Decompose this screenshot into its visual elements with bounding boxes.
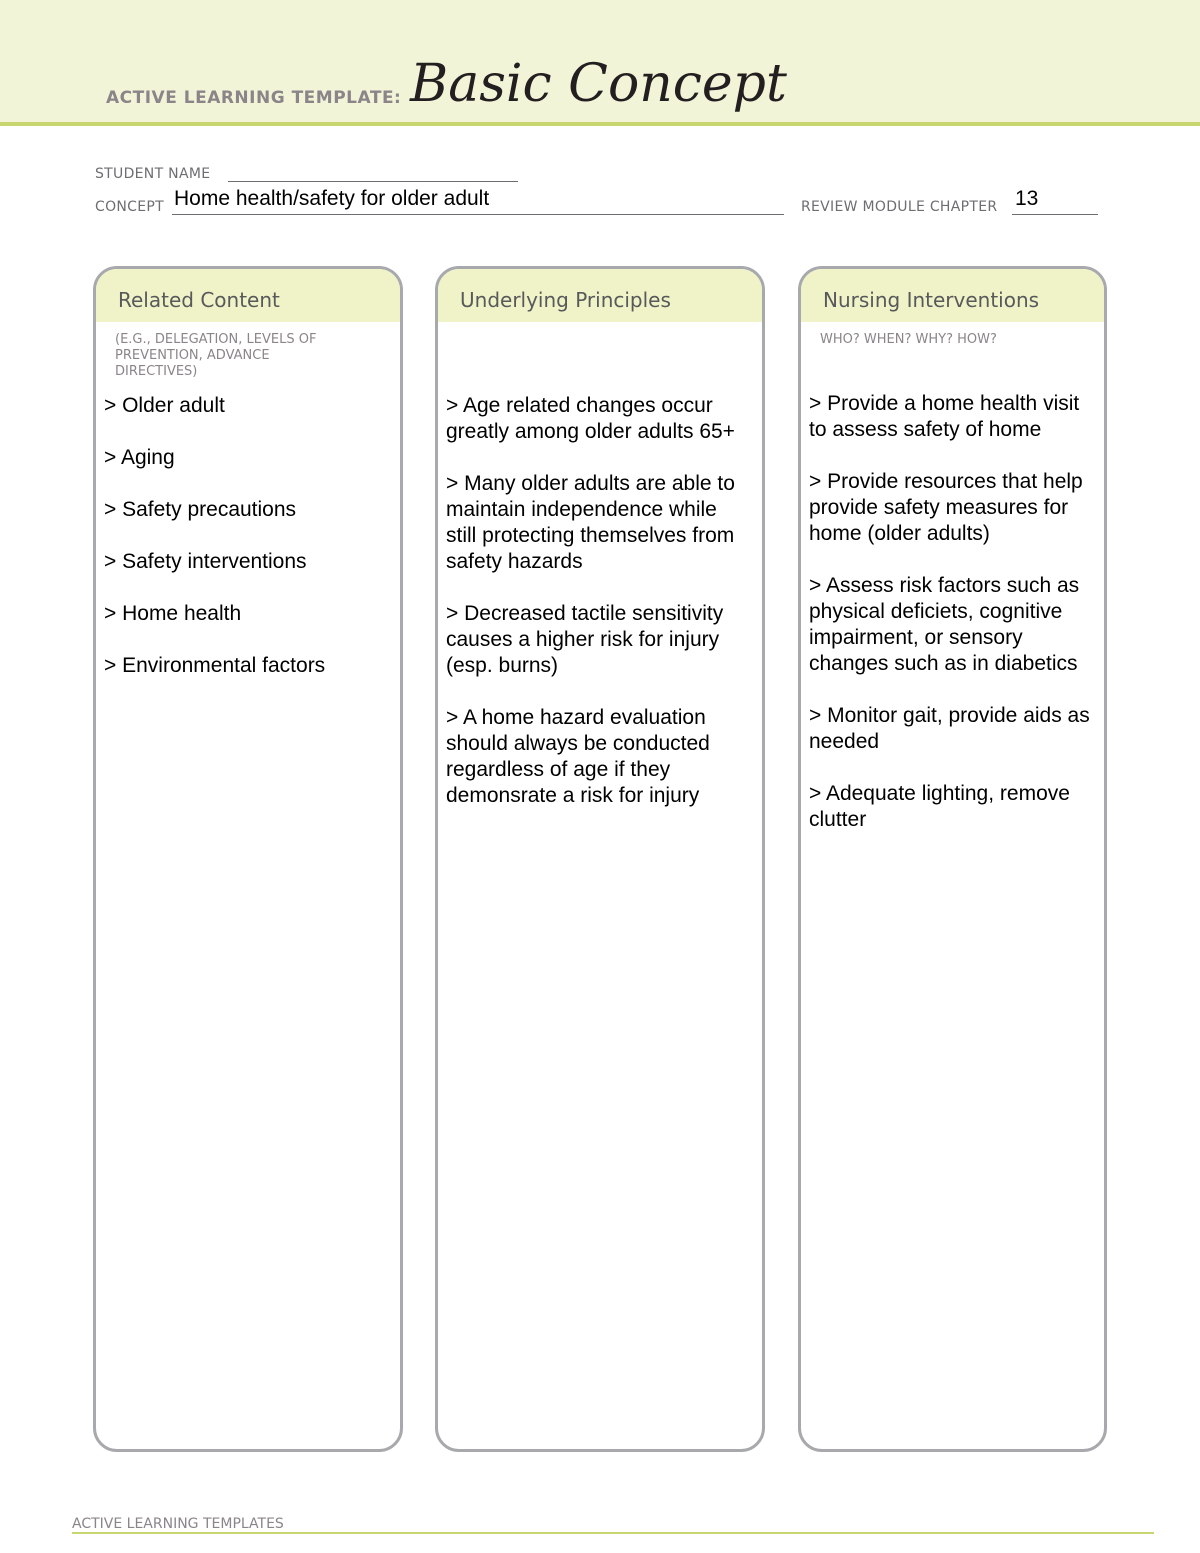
list-item: > Monitor gait, provide aids as needed: [809, 704, 1090, 753]
header-divider: [0, 122, 1200, 126]
related-content-title: Related Content: [96, 269, 400, 322]
review-module-field[interactable]: [1012, 214, 1098, 215]
list-item: > Home health: [104, 602, 242, 625]
review-module-label: REVIEW MODULE CHAPTER: [801, 199, 998, 215]
list-item: > Adequate lighting, remove clutter: [809, 782, 1070, 831]
related-content-card: [93, 266, 403, 1452]
list-item: > Assess risk factors such as physical deficiets, cognitive impairment, or sensory changes such as in diabetics: [809, 574, 1080, 675]
nursing-interventions-subtitle: WHO? WHEN? WHY? HOW?: [820, 332, 997, 347]
list-item: > Age related changes occur greatly among older adults 65+: [446, 394, 735, 443]
list-item: > Decreased tactile sensitivity causes a higher risk for injury (esp. burns): [446, 602, 724, 677]
nursing-interventions-title: Nursing Interventions: [801, 269, 1104, 322]
underlying-principles-card: [435, 266, 765, 1452]
footer-label: ACTIVE LEARNING TEMPLATES: [72, 1516, 284, 1532]
nursing-interventions-card: [798, 266, 1107, 1452]
footer-divider: [72, 1532, 1154, 1534]
related-content-list: [104, 393, 390, 705]
student-name-field[interactable]: [228, 181, 518, 182]
list-item: > Older adult: [104, 394, 225, 417]
list-item: > Provide a home health visit to assess safety of home: [809, 392, 1080, 441]
underlying-principles-title: Underlying Principles: [438, 269, 762, 322]
related-content-subtitle: (E.G., DELEGATION, LEVELS OF PREVENTION, ADVANCE DIRECTIVES): [115, 332, 317, 379]
list-item: > Environmental factors: [104, 654, 326, 677]
template-title: Basic Concept: [410, 54, 787, 114]
list-item: > Aging: [104, 446, 175, 469]
concept-field[interactable]: [172, 214, 784, 215]
review-module-value: 13: [1015, 187, 1039, 210]
list-item: > Safety interventions: [104, 550, 307, 573]
list-item: > A home hazard evaluation should always be conducted regardless of age if they demonsrate a risk for injury: [446, 706, 710, 807]
list-item: > Safety precautions: [104, 498, 297, 521]
list-item: > Provide resources that help provide safety measures for home (older adults): [809, 470, 1083, 545]
concept-value: Home health/safety for older adult: [174, 187, 490, 210]
nursing-interventions-list: [809, 391, 1094, 859]
template-label: ACTIVE LEARNING TEMPLATE:: [106, 88, 402, 108]
underlying-principles-list: [446, 393, 752, 835]
student-name-label: STUDENT NAME: [95, 166, 211, 182]
list-item: > Many older adults are able to maintain independence while still protecting themselves from safety hazards: [446, 472, 735, 573]
concept-label: CONCEPT: [95, 199, 164, 215]
